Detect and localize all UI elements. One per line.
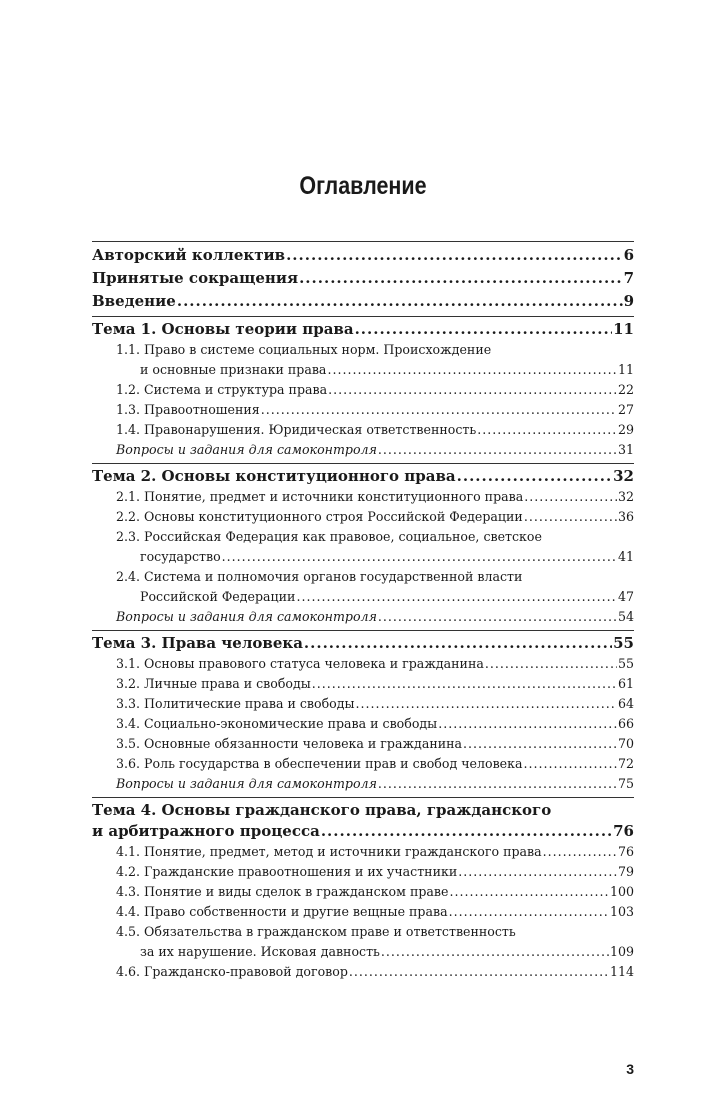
- toc-subentry[interactable]: 1.2. Система и структура права ..... 22: [92, 380, 634, 400]
- table-of-contents: [92, 241, 634, 985]
- self-check-entry[interactable]: Вопросы и задания для самоконтроля ..... 54: [92, 607, 634, 627]
- toc-subentry[interactable]: 3.1. Основы правового статуса человека и гражданина ..... 55: [92, 654, 634, 674]
- topic-heading[interactable]: Тема 2. Основы конституционного права ..... 32: [92, 466, 634, 487]
- topic-heading[interactable]: Тема 4. Основы гражданского права, гражданского и арбитражного процесса ..... 76: [92, 800, 634, 842]
- topic-section: [92, 464, 634, 630]
- toc-subentry[interactable]: 3.5. Основные обязанности человека и гражданина ..... 70: [92, 734, 634, 754]
- toc-subentry[interactable]: 3.2. Личные права и свободы ..... 61: [92, 674, 634, 694]
- toc-subentry[interactable]: 4.6. Гражданско-правовой договор ..... 114: [92, 962, 634, 982]
- toc-subentry[interactable]: 4.5. Обязательства в гражданском праве и ответственность за их нарушение. Исковая давность ..... 109: [92, 922, 634, 962]
- toc-subentry[interactable]: 3.6. Роль государства в обеспечении прав и свобод человека ..... 72: [92, 754, 634, 774]
- page-number: 3: [626, 1061, 634, 1077]
- toc-subentry[interactable]: 1.1. Право в системе социальных норм. Происхождение и основные признаки права ..... 11: [92, 340, 634, 380]
- toc-subentry[interactable]: 2.4. Система и полномочия органов государственной власти Российской Федерации ..... 47: [92, 567, 634, 607]
- self-check-entry[interactable]: Вопросы и задания для самоконтроля ..... 31: [92, 440, 634, 460]
- toc-subentry[interactable]: 4.4. Право собственности и другие вещные права ..... 103: [92, 902, 634, 922]
- self-check-entry[interactable]: Вопросы и задания для самоконтроля ..... 75: [92, 774, 634, 794]
- toc-subentry[interactable]: 2.1. Понятие, предмет и источники конституционного права ..... 32: [92, 487, 634, 507]
- toc-subentry[interactable]: 1.3. Правоотношения ..... 27: [92, 400, 634, 420]
- toc-subentry[interactable]: 2.2. Основы конституционного строя Российской Федерации ..... 36: [92, 507, 634, 527]
- topic-section: [92, 798, 634, 985]
- toc-subentry[interactable]: 4.2. Гражданские правоотношения и их участники ..... 79: [92, 862, 634, 882]
- toc-entry[interactable]: Принятые сокращения ..... 7: [92, 267, 634, 290]
- topic-heading[interactable]: Тема 3. Права человека ..... 55: [92, 633, 634, 654]
- toc-subentry[interactable]: 1.4. Правонарушения. Юридическая ответственность ..... 29: [92, 420, 634, 440]
- toc-entry[interactable]: Авторский коллектив ..... 6: [92, 244, 634, 267]
- toc-subentry[interactable]: 3.3. Политические права и свободы ..... 64: [92, 694, 634, 714]
- toc-subentry[interactable]: 4.1. Понятие, предмет, метод и источники гражданского права ..... 76: [92, 842, 634, 862]
- topic-heading[interactable]: Тема 1. Основы теории права ..... 11: [92, 319, 634, 340]
- topic-section: [92, 317, 634, 463]
- toc-subentry[interactable]: 2.3. Российская Федерация как правовое, социальное, светское государство ..... 41: [92, 527, 634, 567]
- topic-section: [92, 631, 634, 797]
- front-matter: [92, 242, 634, 316]
- toc-subentry[interactable]: 4.3. Понятие и виды сделок в гражданском праве ..... 100: [92, 882, 634, 902]
- toc-entry[interactable]: Введение ..... 9: [92, 290, 634, 313]
- toc-subentry[interactable]: 3.4. Социально-экономические права и свободы ..... 66: [92, 714, 634, 734]
- page-title: Оглавление: [299, 172, 427, 200]
